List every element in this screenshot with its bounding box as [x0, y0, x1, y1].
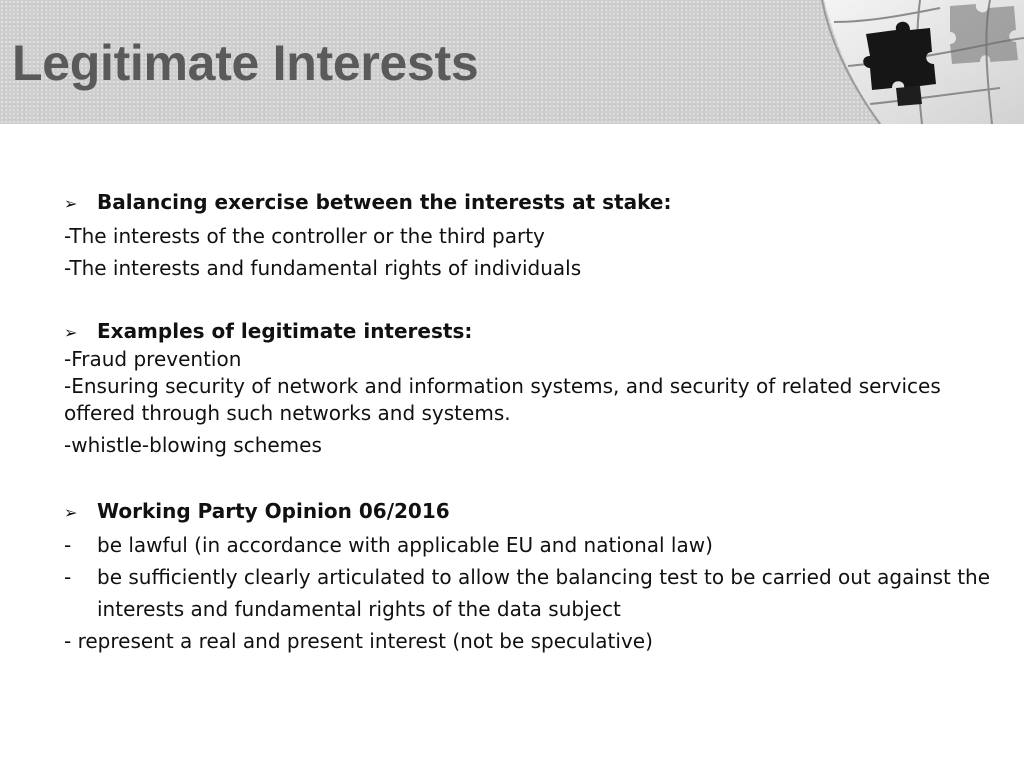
- arrow-bullet-icon: ➢: [64, 503, 78, 522]
- list-item: [64, 529, 1004, 561]
- dash-marker: -: [64, 533, 72, 557]
- arrow-bullet-icon: ➢: [64, 323, 78, 342]
- section-heading: Examples of legitimate interests:: [97, 319, 473, 343]
- list-item-text: be lawful (in accordance with applicable EU and national law): [97, 533, 713, 557]
- list-item: [64, 561, 1004, 625]
- section-examples: [64, 318, 1004, 346]
- section-working-party: [64, 495, 1004, 529]
- slide-header: [0, 0, 1024, 124]
- body-line: -The interests and fundamental rights of individuals: [64, 256, 582, 280]
- body-line: -Ensuring security of network and information systems, and security of related services offered through such networks and systems.: [64, 374, 941, 425]
- dash-marker: -: [64, 565, 72, 589]
- slide-body: [64, 186, 1004, 657]
- body-line: -Fraud prevention: [64, 347, 242, 371]
- body-line: -The interests of the controller or the third party: [64, 224, 545, 248]
- slide-title: Legitimate Interests: [12, 35, 479, 91]
- list-item-text: be sufficiently clearly articulated to allow the balancing test to be carried out against the interests and fundamental rights of the data subject: [97, 565, 991, 621]
- body-line: -whistle-blowing schemes: [64, 433, 322, 457]
- section-balancing: [64, 186, 1004, 220]
- arrow-bullet-icon: ➢: [64, 194, 78, 213]
- puzzle-pieces-icon: [800, 0, 1024, 124]
- body-line: - represent a real and present interest (not be speculative): [64, 629, 653, 653]
- section-heading: Balancing exercise between the interests at stake:: [97, 190, 672, 214]
- section-heading: Working Party Opinion 06/2016: [97, 499, 450, 523]
